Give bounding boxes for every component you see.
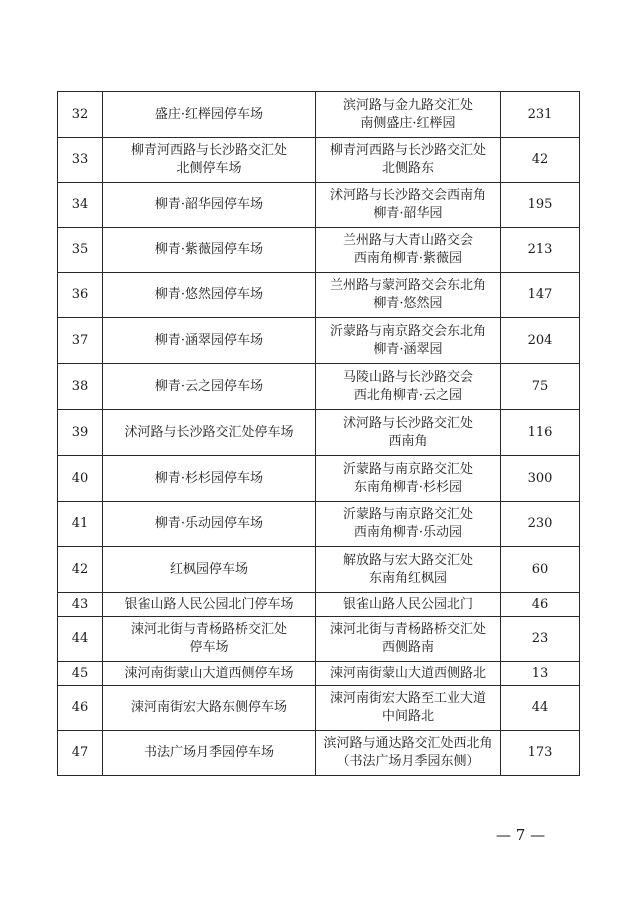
parking-space-count: 204 [501,318,580,364]
parking-space-count: 173 [501,731,580,776]
table-row [58,662,580,686]
parking-lot-name-line: 涑河北街与青杨路桥交汇处 [130,622,287,637]
parking-lot-location-line: 沂蒙路与南京路交汇处 [342,461,473,477]
parking-lot-name-line: 柳青·乐动园停车场 [154,516,264,531]
parking-lot-name-line: 银雀山路人民公园北门停车场 [124,596,294,612]
parking-lot-location-line: 柳青·韶华园 [373,206,443,221]
parking-lot-table [57,91,580,776]
parking-lot-location-line: 中间路北 [381,709,434,724]
row-number: 34 [58,183,103,228]
parking-space-count: 195 [501,183,580,228]
parking-lot-location-line: 银雀山路人民公园北门 [342,596,473,612]
row-number: 44 [58,617,103,662]
table-row [58,617,580,662]
parking-space-count: 60 [501,547,580,593]
parking-lot-name [103,138,316,183]
parking-lot-name-line: 柳青·云之园停车场 [154,378,264,394]
parking-space-count: 231 [501,92,580,138]
row-number: 32 [58,92,103,138]
parking-lot-name [103,731,316,776]
parking-lot-location-line: 沭河路与长沙路交会西南角 [329,188,486,203]
parking-lot-name [103,502,316,547]
table-row [58,731,580,776]
row-number: 39 [58,410,103,456]
table-row [58,686,580,731]
parking-lot-location [316,547,501,593]
parking-lot-location-line: 兰州路与蒙河路交会东北角 [329,278,486,293]
table-row [58,593,580,617]
parking-lot-location [316,183,501,228]
parking-lot-location [316,92,501,138]
parking-lot-name [103,686,316,731]
parking-lot-location [316,318,501,364]
parking-lot-name [103,410,316,456]
table-row [58,364,580,410]
parking-space-count: 23 [501,617,580,662]
parking-lot-name-line: 柳青·涵翠园停车场 [154,332,264,348]
parking-lot-location-line: 西南角柳青·乐动园 [353,525,463,540]
parking-lot-name-line: 沭河路与长沙路交汇处停车场 [124,424,294,440]
parking-lot-name-line: 盛庄·红榉园停车场 [154,106,264,122]
parking-space-count: 213 [501,228,580,273]
parking-lot-name [103,593,316,617]
parking-lot-name [103,547,316,593]
parking-lot-location [316,364,501,410]
parking-lot-name [103,456,316,502]
row-number: 46 [58,686,103,731]
parking-lot-location-line: 西侧路南 [381,640,434,655]
parking-lot-name [103,662,316,686]
parking-lot-location [316,138,501,183]
parking-lot-location-line: 东南角红枫园 [368,570,447,586]
parking-lot-location-line: 解放路与宏大路交汇处 [342,552,473,568]
parking-lot-name [103,228,316,273]
parking-lot-name-line: 涑河南街宏大路东侧停车场 [130,700,287,715]
parking-lot-name-line: 柳青·紫薇园停车场 [154,242,264,257]
parking-lot-location-line: 柳青·涵翠园 [373,341,443,357]
parking-lot-name [103,273,316,318]
parking-lot-name [103,92,316,138]
parking-lot-location-line: 涑河北街与青杨路桥交汇处 [329,622,486,637]
parking-lot-location-line: 涑河南街宏大路至工业大道 [329,691,486,706]
parking-lot-name-line: 柳青·悠然园停车场 [154,287,264,302]
parking-lot-location-line: 滨河路与金九路交汇处 [342,97,473,113]
parking-space-count: 42 [501,138,580,183]
parking-lot-name [103,183,316,228]
table-row [58,92,580,138]
parking-lot-name-line: 柳青·杉杉园停车场 [154,470,264,486]
parking-lot-name-line: 书法广场月季园停车场 [143,745,274,760]
parking-lot-location [316,273,501,318]
row-number: 36 [58,273,103,318]
table-row [58,138,580,183]
parking-lot-location [316,686,501,731]
parking-lot-table-body [58,92,580,776]
table-row [58,502,580,547]
parking-lot-name-line: 柳青·韶华园停车场 [154,197,264,212]
parking-space-count: 230 [501,502,580,547]
parking-lot-location-line: 东南角柳青·杉杉园 [353,479,463,495]
parking-lot-name [103,364,316,410]
row-number: 43 [58,593,103,617]
parking-lot-location-line: 兰州路与大青山路交会 [342,233,473,248]
row-number: 35 [58,228,103,273]
parking-lot-location-line: 滨河路与通达路交汇处西北角 [323,736,493,751]
parking-space-count: 13 [501,662,580,686]
parking-space-count: 116 [501,410,580,456]
table-row [58,273,580,318]
parking-space-count: 300 [501,456,580,502]
parking-lot-name [103,318,316,364]
parking-lot-location-line: 沂蒙路与南京路交汇处 [342,507,473,522]
parking-lot-location [316,228,501,273]
parking-lot-name [103,617,316,662]
parking-lot-name-line: 柳青河西路与长沙路交汇处 [130,143,287,158]
row-number: 38 [58,364,103,410]
parking-space-count: 75 [501,364,580,410]
row-number: 33 [58,138,103,183]
parking-lot-location-line: 西南角 [388,433,428,449]
parking-space-count: 44 [501,686,580,731]
parking-lot-location-line: 西南角柳青·紫薇园 [353,251,463,266]
row-number: 42 [58,547,103,593]
parking-lot-location-line: （书法广场月季园东侧） [336,754,480,769]
parking-lot-location-line: 沂蒙路与南京路交会东北角 [329,323,486,339]
parking-lot-location-line: 马陵山路与长沙路交会 [342,369,473,385]
parking-lot-location-line: 南侧盛庄·红榉园 [360,115,456,131]
parking-lot-name-line: 停车场 [189,640,229,655]
row-number: 37 [58,318,103,364]
parking-lot-location-line: 涑河南街蒙山大道西侧路北 [329,665,486,681]
parking-lot-name-line: 涑河南街蒙山大道西侧停车场 [124,665,294,681]
table-row [58,318,580,364]
parking-lot-location [316,662,501,686]
parking-lot-location-line: 西北角柳青·云之园 [353,387,463,403]
parking-lot-location [316,731,501,776]
parking-lot-location-line: 柳青河西路与长沙路交汇处 [329,143,486,158]
row-number: 47 [58,731,103,776]
row-number: 41 [58,502,103,547]
parking-lot-location [316,593,501,617]
parking-lot-name-line: 红枫园停车场 [169,561,248,577]
parking-lot-location [316,502,501,547]
table-row [58,410,580,456]
table-row [58,547,580,593]
parking-space-count: 46 [501,593,580,617]
table-row [58,228,580,273]
parking-lot-location [316,456,501,502]
parking-lot-location [316,410,501,456]
parking-space-count: 147 [501,273,580,318]
table-row [58,456,580,502]
row-number: 45 [58,662,103,686]
parking-lot-location [316,617,501,662]
parking-lot-location-line: 北侧路东 [381,161,434,176]
parking-lot-location-line: 柳青·悠然园 [373,296,443,311]
parking-lot-name-line: 北侧停车场 [176,161,242,176]
table-row [58,183,580,228]
page-number: — 7 — [496,826,546,844]
parking-lot-location-line: 沭河路与长沙路交汇处 [342,415,473,431]
row-number: 40 [58,456,103,502]
